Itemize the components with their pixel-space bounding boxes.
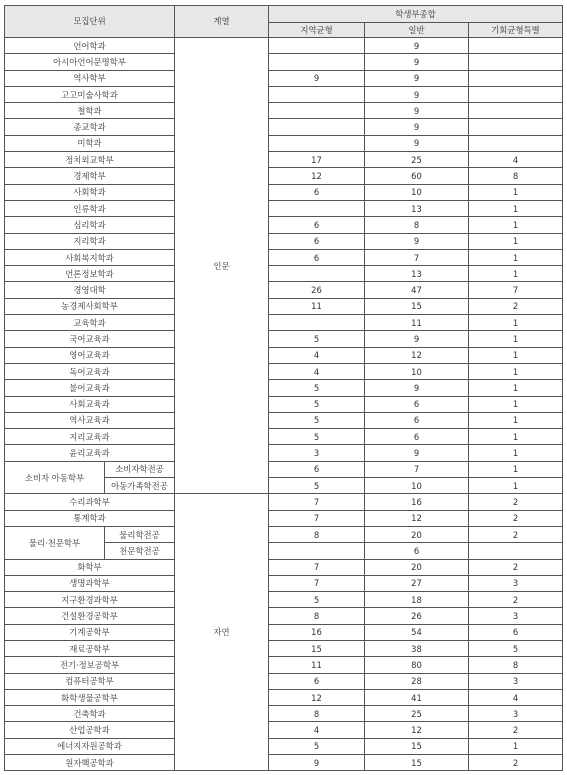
- general-value: 7: [365, 461, 469, 477]
- unit-name: 지구환경과학부: [5, 592, 175, 608]
- general-value: 9: [365, 119, 469, 135]
- general-value: 18: [365, 592, 469, 608]
- special-value: 1: [469, 445, 563, 461]
- table-row: [5, 184, 563, 200]
- regional-value: 5: [269, 478, 365, 494]
- table-row: [5, 282, 563, 298]
- regional-value: 16: [269, 624, 365, 640]
- regional-value: 17: [269, 152, 365, 168]
- header-unit: 모집단위: [5, 6, 175, 38]
- special-value: 1: [469, 396, 563, 412]
- general-value: 27: [365, 575, 469, 591]
- general-value: 16: [365, 494, 469, 510]
- regional-value: 12: [269, 168, 365, 184]
- special-value: 3: [469, 575, 563, 591]
- special-value: [469, 103, 563, 119]
- table-row: [5, 135, 563, 151]
- special-value: [469, 135, 563, 151]
- unit-name: 지리학과: [5, 233, 175, 249]
- regional-value: 8: [269, 706, 365, 722]
- general-value: 13: [365, 266, 469, 282]
- unit-name: 불어교육과: [5, 380, 175, 396]
- general-value: 10: [365, 363, 469, 379]
- table-row: [5, 673, 563, 689]
- unit-name: 기계공학부: [5, 624, 175, 640]
- admissions-table: [4, 5, 563, 771]
- table-row: [5, 461, 563, 477]
- unit-name: 역사교육과: [5, 412, 175, 428]
- table-row: [5, 445, 563, 461]
- table-row: [5, 657, 563, 673]
- table-row: [5, 38, 563, 54]
- unit-name: 컴퓨터공학부: [5, 673, 175, 689]
- general-value: 20: [365, 526, 469, 542]
- unit-name: 통계학과: [5, 510, 175, 526]
- general-value: 60: [365, 168, 469, 184]
- special-value: 2: [469, 755, 563, 771]
- regional-value: 5: [269, 429, 365, 445]
- regional-value: [269, 200, 365, 216]
- table-row: [5, 412, 563, 428]
- special-value: [469, 119, 563, 135]
- regional-value: 6: [269, 233, 365, 249]
- table-row: [5, 722, 563, 738]
- special-value: 2: [469, 592, 563, 608]
- special-value: 1: [469, 429, 563, 445]
- unit-name: 건축학과: [5, 706, 175, 722]
- general-value: 6: [365, 412, 469, 428]
- unit-name: 인류학과: [5, 200, 175, 216]
- general-value: 25: [365, 152, 469, 168]
- special-value: 3: [469, 706, 563, 722]
- regional-value: 3: [269, 445, 365, 461]
- special-value: 1: [469, 200, 563, 216]
- admissions-table-container: [4, 5, 563, 771]
- regional-value: 8: [269, 608, 365, 624]
- regional-value: 26: [269, 282, 365, 298]
- regional-value: [269, 266, 365, 282]
- unit-name: 건설환경공학부: [5, 608, 175, 624]
- general-value: 9: [365, 86, 469, 102]
- general-value: 6: [365, 429, 469, 445]
- table-row: [5, 249, 563, 265]
- regional-value: [269, 543, 365, 559]
- special-value: 2: [469, 298, 563, 314]
- table-row: [5, 86, 563, 102]
- table-row: [5, 640, 563, 656]
- unit-name: 심리학과: [5, 217, 175, 233]
- unit-name: 영어교육과: [5, 347, 175, 363]
- regional-value: 6: [269, 217, 365, 233]
- regional-value: 4: [269, 363, 365, 379]
- regional-value: 11: [269, 657, 365, 673]
- table-row: [5, 608, 563, 624]
- general-value: 6: [365, 396, 469, 412]
- general-value: 12: [365, 722, 469, 738]
- table-row: [5, 380, 563, 396]
- series-natural: 자연: [175, 494, 269, 771]
- regional-value: 4: [269, 722, 365, 738]
- unit-name: 재료공학부: [5, 640, 175, 656]
- unit-name: 정치외교학부: [5, 152, 175, 168]
- general-value: 26: [365, 608, 469, 624]
- special-value: [469, 86, 563, 102]
- header-series: 계열: [175, 6, 269, 38]
- regional-value: [269, 315, 365, 331]
- regional-value: [269, 119, 365, 135]
- special-value: 2: [469, 510, 563, 526]
- special-value: 6: [469, 624, 563, 640]
- general-value: 54: [365, 624, 469, 640]
- special-value: 1: [469, 249, 563, 265]
- table-row: [5, 396, 563, 412]
- special-value: 1: [469, 380, 563, 396]
- group-physics-label: 물리·천문학부: [5, 526, 105, 559]
- general-value: 15: [365, 298, 469, 314]
- general-value: 10: [365, 184, 469, 200]
- unit-name: 천문학전공: [105, 543, 175, 559]
- general-value: 12: [365, 347, 469, 363]
- regional-value: [269, 135, 365, 151]
- regional-value: 7: [269, 510, 365, 526]
- header-regional: 지역균형: [269, 23, 365, 38]
- general-value: 15: [365, 755, 469, 771]
- table-row: [5, 152, 563, 168]
- special-value: 1: [469, 315, 563, 331]
- special-value: 2: [469, 722, 563, 738]
- special-value: 4: [469, 152, 563, 168]
- table-row: [5, 315, 563, 331]
- unit-name: 지리교육과: [5, 429, 175, 445]
- table-row: [5, 689, 563, 705]
- table-row: [5, 266, 563, 282]
- special-value: 2: [469, 526, 563, 542]
- regional-value: 15: [269, 640, 365, 656]
- special-value: 1: [469, 217, 563, 233]
- header-group: 학생부종합: [269, 6, 563, 23]
- unit-name: 독어교육과: [5, 363, 175, 379]
- special-value: 7: [469, 282, 563, 298]
- special-value: 1: [469, 347, 563, 363]
- special-value: [469, 543, 563, 559]
- regional-value: [269, 86, 365, 102]
- regional-value: 6: [269, 461, 365, 477]
- unit-name: 전기·정보공학부: [5, 657, 175, 673]
- table-row: [5, 217, 563, 233]
- general-value: 9: [365, 445, 469, 461]
- general-value: 9: [365, 233, 469, 249]
- general-value: 9: [365, 54, 469, 70]
- general-value: 28: [365, 673, 469, 689]
- table-row: [5, 168, 563, 184]
- regional-value: 7: [269, 575, 365, 591]
- general-value: 9: [365, 331, 469, 347]
- unit-name: 아동가족학전공: [105, 478, 175, 494]
- series-humanities: 인문: [175, 38, 269, 494]
- regional-value: 11: [269, 298, 365, 314]
- unit-name: 소비자학전공: [105, 461, 175, 477]
- unit-name: 산업공학과: [5, 722, 175, 738]
- regional-value: 5: [269, 412, 365, 428]
- general-value: 20: [365, 559, 469, 575]
- table-row: [5, 738, 563, 754]
- unit-name: 사회학과: [5, 184, 175, 200]
- table-row: [5, 706, 563, 722]
- regional-value: 5: [269, 738, 365, 754]
- special-value: [469, 38, 563, 54]
- table-row: [5, 54, 563, 70]
- general-value: 41: [365, 689, 469, 705]
- unit-name: 언어학과: [5, 38, 175, 54]
- unit-name: 종교학과: [5, 119, 175, 135]
- regional-value: 5: [269, 380, 365, 396]
- special-value: 4: [469, 689, 563, 705]
- unit-name: 교육학과: [5, 315, 175, 331]
- regional-value: 9: [269, 755, 365, 771]
- general-value: 11: [365, 315, 469, 331]
- regional-value: 5: [269, 396, 365, 412]
- general-value: 7: [365, 249, 469, 265]
- general-value: 12: [365, 510, 469, 526]
- special-value: 3: [469, 673, 563, 689]
- unit-name: 언론정보학과: [5, 266, 175, 282]
- regional-value: 4: [269, 347, 365, 363]
- header-special: 기회균형특별: [469, 23, 563, 38]
- table-row: [5, 755, 563, 771]
- special-value: 1: [469, 478, 563, 494]
- general-value: 9: [365, 135, 469, 151]
- unit-name: 철학과: [5, 103, 175, 119]
- unit-name: 수리과학부: [5, 494, 175, 510]
- special-value: [469, 54, 563, 70]
- general-value: 9: [365, 70, 469, 86]
- regional-value: [269, 54, 365, 70]
- table-row: [5, 70, 563, 86]
- table-row: [5, 575, 563, 591]
- table-row: [5, 363, 563, 379]
- unit-name: 아시아언어문명학부: [5, 54, 175, 70]
- regional-value: 12: [269, 689, 365, 705]
- header-general: 일반: [365, 23, 469, 38]
- unit-name: 생명과학부: [5, 575, 175, 591]
- unit-name: 에너지자원공학과: [5, 738, 175, 754]
- special-value: 1: [469, 461, 563, 477]
- regional-value: 6: [269, 184, 365, 200]
- unit-name: 원자핵공학과: [5, 755, 175, 771]
- table-row: [5, 347, 563, 363]
- unit-name: 화학생물공학부: [5, 689, 175, 705]
- special-value: 2: [469, 559, 563, 575]
- unit-name: 국어교육과: [5, 331, 175, 347]
- table-body: [5, 38, 563, 771]
- special-value: 1: [469, 331, 563, 347]
- general-value: 10: [365, 478, 469, 494]
- regional-value: [269, 103, 365, 119]
- regional-value: 9: [269, 70, 365, 86]
- table-row: [5, 331, 563, 347]
- table-row: [5, 103, 563, 119]
- table-row: [5, 494, 563, 510]
- regional-value: 8: [269, 526, 365, 542]
- special-value: 1: [469, 233, 563, 249]
- general-value: 8: [365, 217, 469, 233]
- table-row: [5, 592, 563, 608]
- general-value: 6: [365, 543, 469, 559]
- special-value: 1: [469, 184, 563, 200]
- unit-name: 경제학부: [5, 168, 175, 184]
- regional-value: 5: [269, 331, 365, 347]
- general-value: 15: [365, 738, 469, 754]
- unit-name: 사회복지학과: [5, 249, 175, 265]
- table-row: [5, 559, 563, 575]
- group-consumer-label: 소비자 아동학부: [5, 461, 105, 494]
- special-value: 3: [469, 608, 563, 624]
- regional-value: 7: [269, 559, 365, 575]
- regional-value: [269, 38, 365, 54]
- general-value: 9: [365, 38, 469, 54]
- unit-name: 화학부: [5, 559, 175, 575]
- general-value: 80: [365, 657, 469, 673]
- regional-value: 6: [269, 673, 365, 689]
- table-row: [5, 200, 563, 216]
- general-value: 9: [365, 103, 469, 119]
- unit-name: 윤리교육과: [5, 445, 175, 461]
- special-value: 1: [469, 266, 563, 282]
- special-value: 8: [469, 657, 563, 673]
- special-value: [469, 70, 563, 86]
- general-value: 25: [365, 706, 469, 722]
- regional-value: 7: [269, 494, 365, 510]
- special-value: 1: [469, 738, 563, 754]
- special-value: 5: [469, 640, 563, 656]
- general-value: 47: [365, 282, 469, 298]
- special-value: 8: [469, 168, 563, 184]
- unit-name: 미학과: [5, 135, 175, 151]
- regional-value: 5: [269, 592, 365, 608]
- table-row: [5, 526, 563, 542]
- unit-name: 역사학부: [5, 70, 175, 86]
- unit-name: 농경제사회학부: [5, 298, 175, 314]
- unit-name: 경영대학: [5, 282, 175, 298]
- table-row: [5, 624, 563, 640]
- special-value: 1: [469, 412, 563, 428]
- special-value: 2: [469, 494, 563, 510]
- general-value: 9: [365, 380, 469, 396]
- general-value: 13: [365, 200, 469, 216]
- table-row: [5, 233, 563, 249]
- general-value: 38: [365, 640, 469, 656]
- unit-name: 고고미술사학과: [5, 86, 175, 102]
- table-row: [5, 510, 563, 526]
- table-row: [5, 119, 563, 135]
- table-row: [5, 298, 563, 314]
- unit-name: 사회교육과: [5, 396, 175, 412]
- special-value: 1: [469, 363, 563, 379]
- regional-value: 6: [269, 249, 365, 265]
- table-row: [5, 429, 563, 445]
- unit-name: 물리학전공: [105, 526, 175, 542]
